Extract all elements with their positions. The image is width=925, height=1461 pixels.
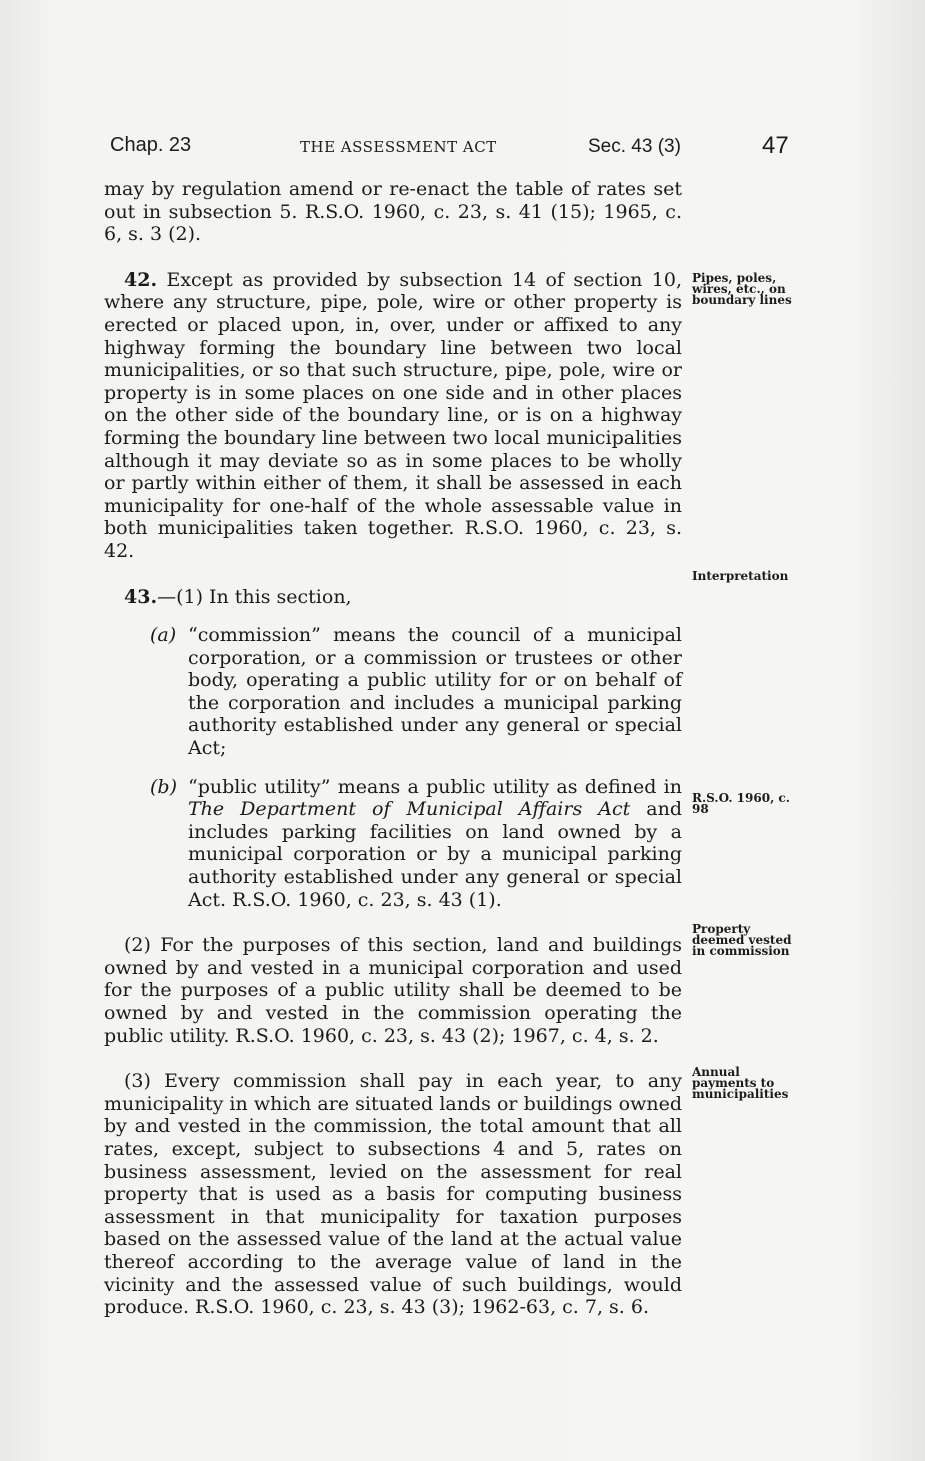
paragraph-continuation: may by regulation amend or re-enact the table of rates set out in subsection 5. R.S.O. 1960, c. 23, s. 41 (15); 1965, c. 6, s. 3 (2). — [104, 178, 682, 246]
clause-a-label: (a) — [150, 624, 177, 647]
margin-note-annual: Annual payments to municipalities — [692, 1065, 789, 1101]
section-42-text: Except as provided by subsection 14 of section 10, where any structure, pipe, pole, wire or other property is erected or placed upon, in, over, under or affixed to any highway forming the boundary line between two local municipalities, or so that such structure, pipe, pole, wire or property is in some places on one side and in other places on the other side of the boundary line, or is on a highway forming the boundary line between two local municipalities although it may deviate so as in some places to be wholly or partly within either of them, it shall be assessed in each municipality for one-half of the whole assessable value in both municipalities taken together. R.S.O. 1960, c. 23, s. 42. — [104, 268, 682, 562]
clause-b-act-title: The Department of Municipal Affairs Act — [188, 798, 631, 821]
clause-b-text-1: “public utility” means a public utility as defined in — [188, 775, 682, 798]
margin-note-interpretation: Interpretation — [692, 569, 789, 583]
margin-note-rso: R.S.O. 1960, c. 98 — [692, 791, 790, 816]
page-number: 47 — [762, 132, 789, 159]
section-42-number: 42. — [124, 268, 158, 291]
clause-b-label: (b) — [150, 775, 177, 798]
subsection-3: (3) Every commission shall pay in each year, to any municipality in which are situated lands or buildings owned by and vested in the commission, the total amount that all rates, except, subject to subsections 4 and 5, rates on business assessment, levied on the assessment for real property that is used as a basis for computing business assessment in that municipality for taxation purposes based on the assessed value of the land at the actual value thereof according to the average value of land in the vicinity and the assessed value of such buildings, would produce. R.S.O. 1960, c. 23, s. 43 (3); 1962-63, c. 7, s. 6. — [104, 1070, 682, 1319]
margin-note-pipes: Pipes, poles, wires, etc., on boundary lines — [692, 271, 792, 307]
clause-a — [104, 624, 682, 760]
clause-b-text-2: and includes parking facilities on land owned by a municipal corporation or by a municipal parking authority established under any general or special Act. R.S.O. 1960, c. 23, s. 43 (1). — [188, 798, 682, 911]
subsection-2: (2) For the purposes of this section, land and buildings owned by and vested in a municipal corporation and used for the purposes of a public utility shall be deemed to be owned by and vested in the commission operating the public utility. R.S.O. 1960, c. 23, s. 43 (2); 1967, c. 4, s. 2. — [104, 934, 682, 1047]
margin-note-property: Property deemed vested in commission — [692, 922, 792, 958]
chapter-label: Chap. 23 — [110, 134, 192, 156]
running-header — [110, 128, 800, 168]
section-43-intro: —(1) In this section, — [157, 585, 352, 608]
section-43-1 — [104, 586, 682, 609]
clause-a-text: “commission” means the council of a municipal corporation, or a commission or trustees or other body, operating a public utility for or on behalf of the corporation and includes a municipal parking authority established under any general or special Act; — [188, 624, 682, 760]
act-title: THE ASSESSMENT ACT — [300, 138, 497, 156]
section-43-number: 43. — [124, 585, 158, 608]
section-label: Sec. 43 (3) — [588, 136, 681, 157]
section-42 — [104, 269, 682, 563]
clause-b — [104, 776, 682, 912]
statute-body — [104, 178, 682, 1319]
